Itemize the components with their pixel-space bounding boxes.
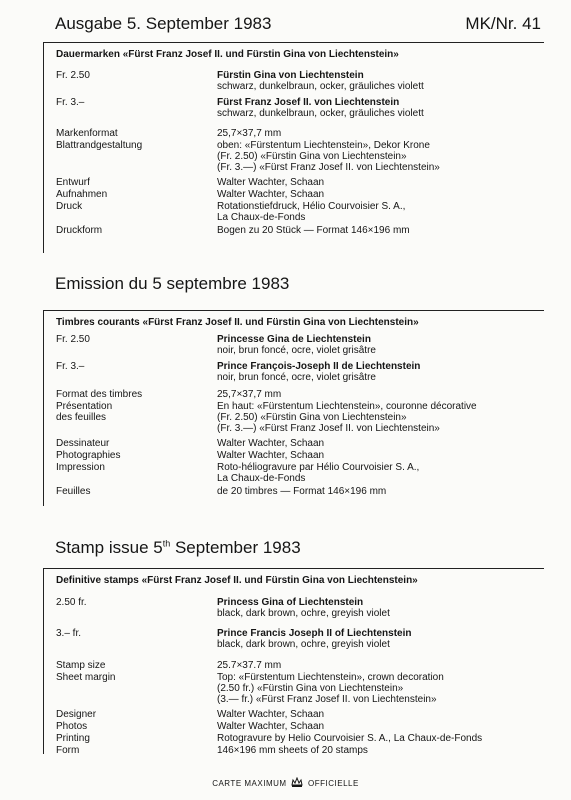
english-header xyxy=(55,538,541,560)
english-title: Stamp issue 5th September 1983 xyxy=(55,538,301,557)
footer-right-text: OFFICIELLE xyxy=(308,779,359,788)
french-section: Timbres courants «Fürst Franz Josef II. und Fürstin Gina von Liechtenstein» Fr. 2.50 Princesse Gina de Liechtenstein noir, brun foncé, ocre, violet grisâtre Fr. 3.– Prince François-Joseph II de Liechtenstein noir, brun foncé, ocre, violet grisâtre Format des timbres 25,7×37,7 mm Présentation des feuilles En haut: «Fürstentum Liechtenstein», couronne décorative (Fr. 2.50) «Fürstin Gina von Liechtenstein» (Fr. 3.—) «Fürst Franz Josef II. von Liechtenstein» Dessinateur Walter Wachter, Schaan Photographies Walter Wachter, Schaan Impression Roto-héliogravure par Hélio Courvoisier S. A., La Chaux-de-Fonds Feuilles de 20 timbres — Format 146×196 mm xyxy=(43,310,544,506)
stamp-colors: schwarz, dunkelbraun, ocker, gräuliches violett xyxy=(217,81,424,92)
german-heading: Dauermarken «Fürst Franz Josef II. und Fürstin Gina von Liechtenstein» xyxy=(56,49,399,60)
french-title: Emission du 5 septembre 1983 xyxy=(55,274,290,293)
stamp-colors: schwarz, dunkelbraun, ocker, gräuliches violett xyxy=(217,108,424,119)
crown-emblem-icon xyxy=(291,777,303,790)
french-header xyxy=(55,274,541,296)
stamp-name: Fürst Franz Josef II. von Liechtenstein xyxy=(217,97,400,108)
german-title: Ausgabe 5. September 1983 xyxy=(55,14,272,33)
card-number: MK/Nr. 41 xyxy=(465,14,541,33)
stamp-value-label: Fr. 2.50 xyxy=(56,70,90,81)
stamp-value-label: Fr. 3.– xyxy=(56,97,85,108)
stamp-name: Fürstin Gina von Liechtenstein xyxy=(217,70,364,81)
french-heading: Timbres courants «Fürst Franz Josef II. und Fürstin Gina von Liechtenstein» xyxy=(56,317,419,328)
footer-left-text: CARTE MAXIMUM xyxy=(212,779,287,788)
english-heading: Definitive stamps «Fürst Franz Josef II. und Fürstin Gina von Liechtenstein» xyxy=(56,575,418,586)
german-header xyxy=(55,14,541,36)
german-section: Dauermarken «Fürst Franz Josef II. und Fürstin Gina von Liechtenstein» Fr. 2.50 Fürstin Gina von Liechtenstein schwarz, dunkelbraun, ocker, gräuliches violett Fr. 3.– Fürst Franz Josef II. von Liechtenstein schwarz, dunkelbraun, ocker, gräuliches violett Markenformat 25,7×37,7 mm Blattrandgestaltung oben: «Fürstentum Liechtenstein», Dekor Krone (Fr. 2.50) «Fürstin Gina von Liechtenstein» (Fr. 3.—) «Fürst Franz Josef II. von Liechtenstein» Entwurf Walter Wachter, Schaan Aufnahmen Walter Wachter, Schaan Druck Rotationstiefdruck, Hélio Courvoisier S. A., La Chaux-de-Fonds Druckform Bogen zu 20 Stück — Format 146×196 mm xyxy=(43,42,544,253)
english-section: Definitive stamps «Fürst Franz Josef II. und Fürstin Gina von Liechtenstein» 2.50 fr. Princess Gina of Liechtenstein black, dark brown, ochre, greyish violet 3.– fr. Prince Francis Joseph II of Liechtenstein black, dark brown, ochre, greyish violet Stamp size 25.7×37.7 mm Sheet margin Top: «Fürstentum Liechtenstein», crown decoration (2.50 fr.) «Fürstin Gina von Liechtenstein» (3.— fr.) «Fürst Franz Josef II. von Liechtenstein» Designer Walter Wachter, Schaan Photos Walter Wachter, Schaan Printing Rotogravure by Helio Courvoisier S. A., La Chaux-de-Fonds Form 146×196 mm sheets of 20 stamps xyxy=(43,568,544,754)
footer-imprint xyxy=(0,777,571,790)
